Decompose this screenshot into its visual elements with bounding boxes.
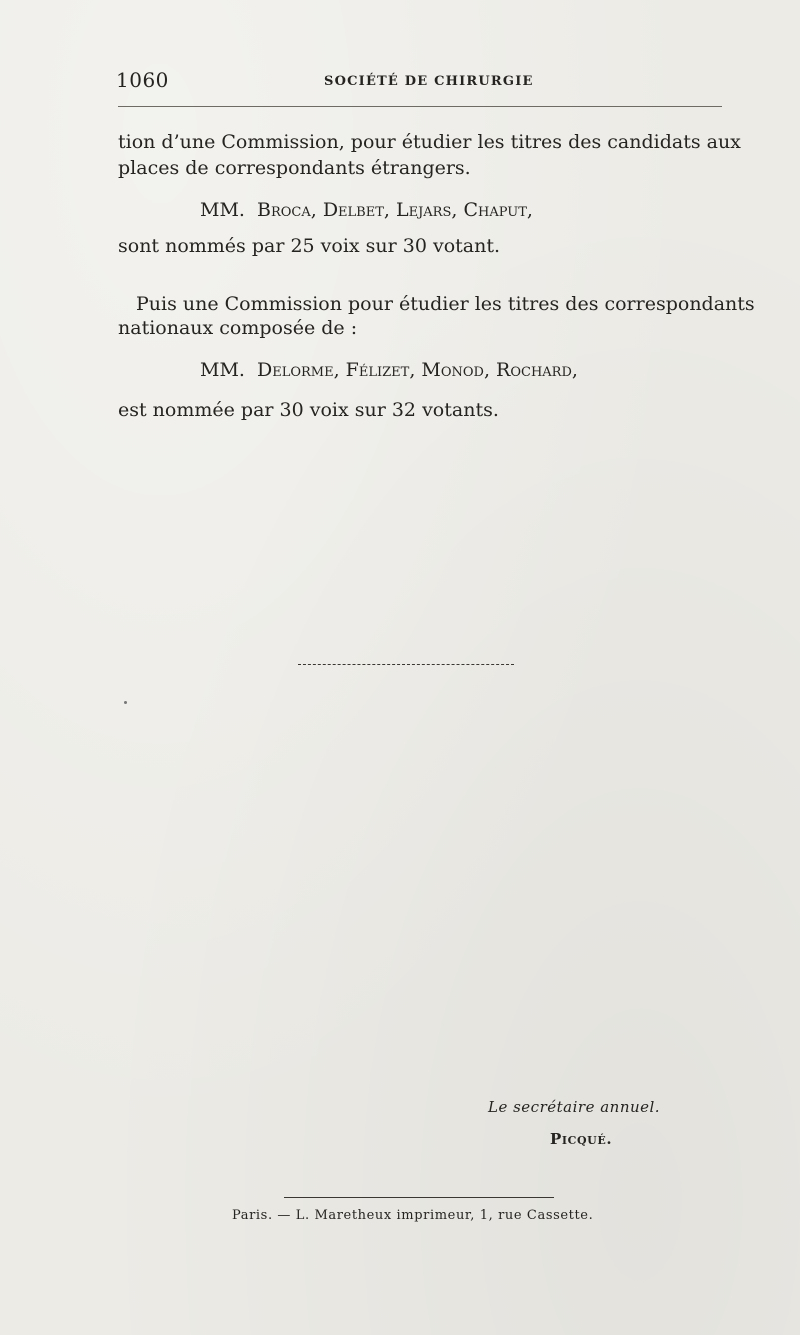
- members-prefix: MM.: [200, 199, 245, 221]
- footer-rule: [284, 1197, 554, 1198]
- header-rule: [118, 106, 722, 107]
- members-line-1: [200, 196, 533, 224]
- printer-imprint: Paris. — L. Maretheux imprimeur, 1, rue Cassette.: [232, 1208, 594, 1223]
- signature-name: Picqué.: [550, 1130, 613, 1148]
- members-prefix: MM.: [200, 359, 245, 381]
- paragraph-line: tion d’une Commission, pour étudier les titres des candidats aux: [118, 131, 741, 153]
- ink-speck: [124, 701, 127, 704]
- paragraph-line: places de correspondants étrangers.: [118, 157, 471, 179]
- members-names: Delorme, Félizet, Monod, Rochard,: [257, 359, 578, 381]
- vote-result-2: est nommée par 30 voix sur 32 votants.: [118, 399, 499, 421]
- vote-result-1: sont nommés par 25 voix sur 30 votant.: [118, 235, 501, 257]
- page-number: 1060: [116, 68, 169, 92]
- running-title: SOCIÉTÉ DE CHIRURGIE: [324, 74, 534, 89]
- paragraph-line: nationaux composée de :: [118, 317, 358, 339]
- paragraph-line: Puis une Commission pour étudier les titres des correspondants: [136, 293, 755, 315]
- members-line-2: [200, 356, 578, 384]
- members-names: Broca, Delbet, Lejars, Chaput,: [257, 199, 533, 221]
- page-header: [116, 68, 722, 98]
- section-divider: [298, 664, 514, 665]
- signature-role: Le secrétaire annuel.: [488, 1098, 661, 1116]
